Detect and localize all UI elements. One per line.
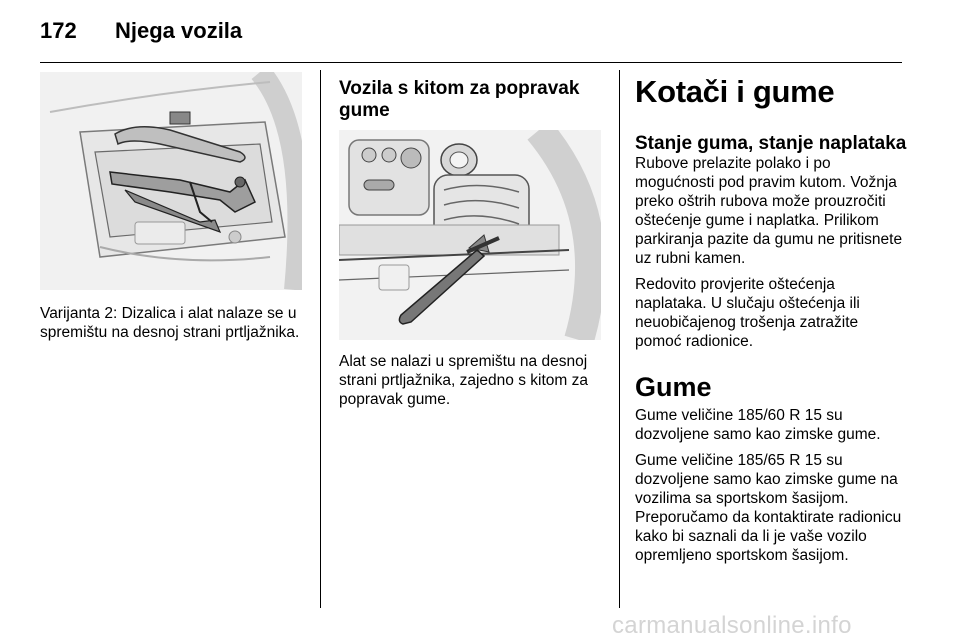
tyre-kit-heading-line1: Vozila s kitom za popravak bbox=[339, 78, 580, 99]
section-title: Njega vozila bbox=[115, 18, 243, 43]
jack-illustration-graphic bbox=[40, 72, 302, 290]
left-caption bbox=[40, 304, 310, 342]
middle-caption bbox=[339, 352, 604, 409]
jack-illustration bbox=[40, 72, 302, 290]
tyre-kit-illustration bbox=[339, 130, 601, 340]
tyre-kit-heading-line2: gume bbox=[339, 100, 390, 121]
wheels-tyres-title: Kotači i gume bbox=[635, 74, 835, 109]
condition-paragraph-1: Rubove prelazite polako i po mogućnosti pod pravim kutom. Vožnja preko oštrih rubova može prouzročiti oštećenje gume i naplatka. Prilikom parkiranja pazite da gumu ne pritisnete uz rubni kamen. bbox=[635, 155, 903, 267]
watermark: carmanualsonline.info bbox=[612, 612, 852, 639]
middle-caption-text: Alat se nalazi u spremištu na desnoj strani prtljažnika, zajedno s kitom za popravak gume. bbox=[339, 353, 588, 408]
column-divider-1 bbox=[320, 70, 321, 608]
condition-subtitle: Stanje guma, stanje naplataka bbox=[635, 133, 907, 154]
tyres-text bbox=[635, 406, 903, 572]
column-divider-2 bbox=[619, 70, 620, 608]
left-caption-text: Varijanta 2: Dizalica i alat nalaze se u spremištu na desnoj strani prtljažnika. bbox=[40, 305, 300, 341]
condition-paragraph-2: Redovito provjerite oštećenja naplataka. U slučaju oštećenja ili neuobičajenog trošenja zatražite pomoć radionice. bbox=[635, 276, 860, 350]
tyre-kit-heading bbox=[339, 78, 607, 122]
tyre-kit-illustration-graphic bbox=[339, 130, 601, 340]
tyres-title: Gume bbox=[635, 372, 712, 402]
tyres-paragraph-1: Gume veličine 185/60 R 15 su dozvoljene samo kao zimske gume. bbox=[635, 407, 881, 443]
condition-text bbox=[635, 154, 903, 358]
header-rule bbox=[40, 62, 902, 63]
page-number: 172 bbox=[40, 18, 77, 43]
tyres-paragraph-2: Gume veličine 185/65 R 15 su dozvoljene samo kao zimske gume na vozilima sa sportskom šasijom. Preporučamo da kontaktirate radionicu kako bi saznali da li je vaše vozilo opremljeno sportskom šasijom. bbox=[635, 452, 902, 564]
